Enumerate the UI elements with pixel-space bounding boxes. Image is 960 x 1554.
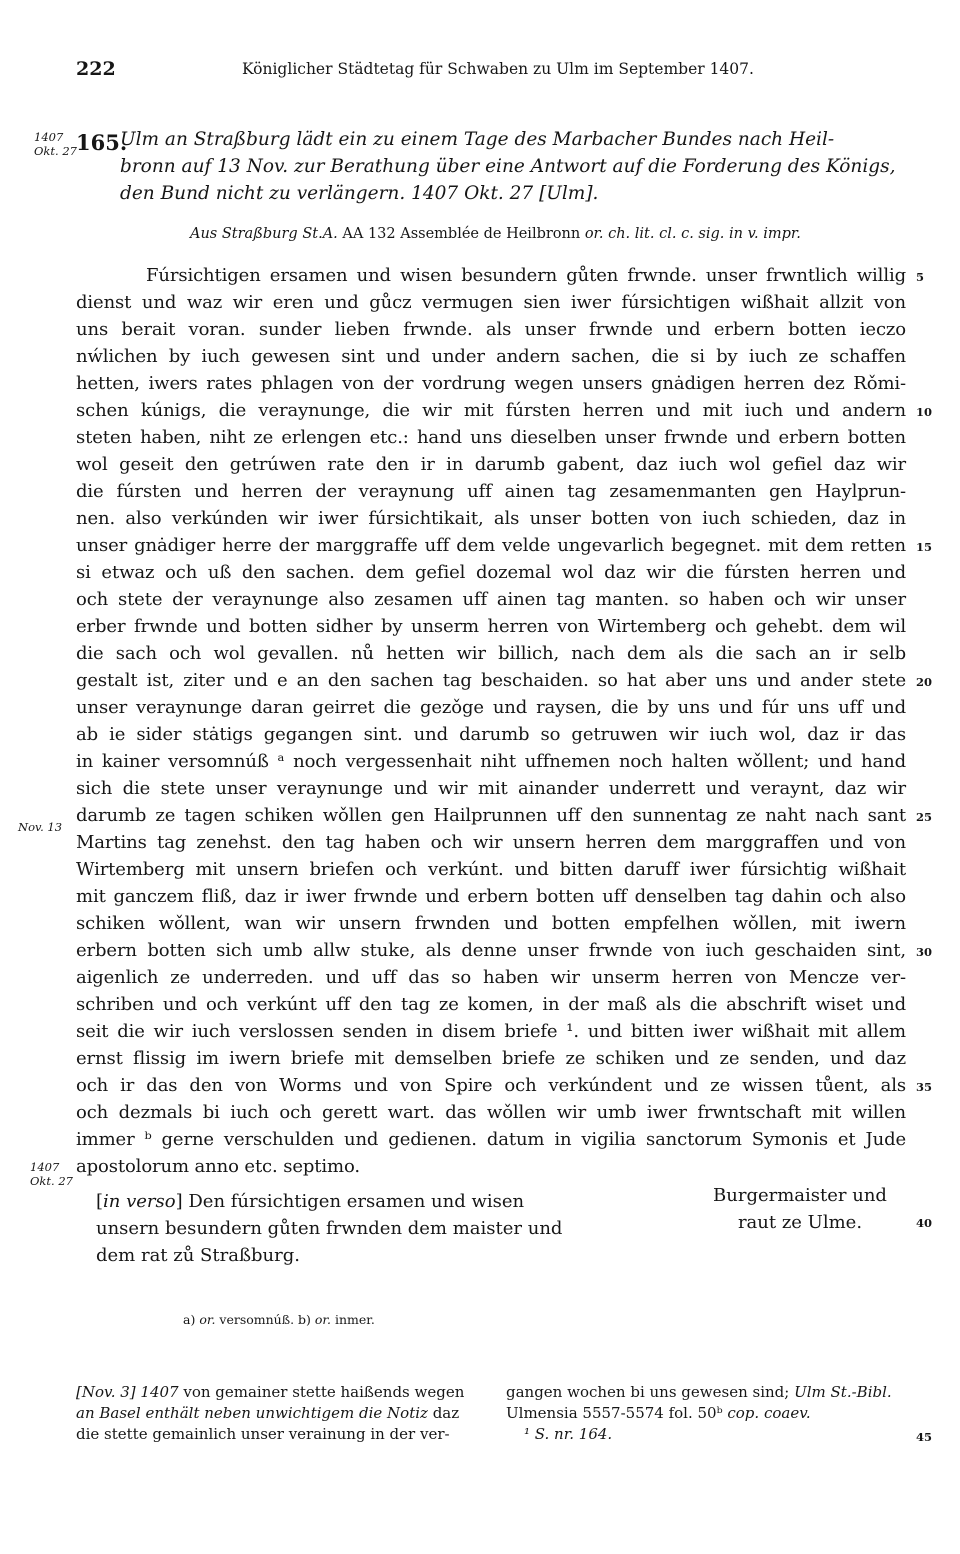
- text-line: nẃlichen by iuch gewesen sint und under andern sachen, die si by iuch ze schaffen: [76, 346, 906, 367]
- note-line: [506, 1382, 910, 1403]
- footnote-b-label: b): [298, 1312, 315, 1327]
- running-title: Königlicher Städtetag für Schwaben zu Ulm im September 1407.: [242, 60, 754, 78]
- footnote-b-abbr: or.: [314, 1312, 331, 1327]
- line-number: 40: [916, 1216, 933, 1230]
- note-italic: Ulm St.-Bibl.: [794, 1383, 892, 1401]
- text-line: ab ie sider stȧtigs gegangen sint. und darumb so getruwen wir iuch wol, daz ir das: [76, 724, 906, 745]
- note-line: die stette gemainlich unser verainung in der ver-: [76, 1425, 450, 1443]
- text-line: unser veraynunge daran geirret die gezǒge und raysen, die by uns und fúr uns uff und: [76, 697, 906, 718]
- footnote-b-text: inmer.: [331, 1312, 375, 1327]
- text-line: sich die stete unser veraynunge und wir mit ainander underrett und veraynt, daz wir: [76, 778, 906, 799]
- text-line: wol geseit den getrúwen rate den ir in darumb gabent, daz iuch wol gefiel daz wir: [76, 454, 906, 475]
- margin-date-bottom: [30, 1160, 73, 1188]
- bottom-note-left: [76, 1382, 480, 1445]
- text-line: schen kúnigs, die veraynunge, die wir mit fúrsten herren und mit iuch und andern: [76, 400, 906, 421]
- note-line: [506, 1424, 910, 1445]
- text-line: in kainer versomnúß ᵃ noch vergessenhait niht uffnemen noch halten wǒllent; und hand: [76, 751, 906, 772]
- text-line: die sach och wol gevallen. nů hetten wir billich, nach dem als die sach an ir selb: [76, 643, 906, 664]
- note-line: [76, 1403, 480, 1424]
- footnote-a-abbr: or.: [199, 1312, 216, 1327]
- margin-date-bottom-year: 1407: [30, 1160, 60, 1174]
- margin-date-top: [34, 130, 77, 158]
- line-number: 20: [916, 675, 933, 689]
- line-number: 45: [916, 1430, 933, 1444]
- line-number: 30: [916, 945, 933, 959]
- summary-line: Ulm an Straßburg lädt ein zu einem Tage des Marbacher Bundes nach Heil-: [120, 129, 835, 150]
- note-text: daz: [427, 1404, 460, 1422]
- margin-date-top-day: Okt. 27: [34, 144, 77, 158]
- source-suffix: or. ch. lit. cl. c. sig. in v. impr.: [584, 226, 801, 242]
- text-line: hetten, iwers rates phlagen von der vordrung wegen unsers gnȧdigen herren dez Rǒmi-: [76, 373, 906, 394]
- letter-body: [76, 262, 906, 1180]
- text-line: seit die wir iuch verslossen senden in disem briefe ¹. und bitten iwer wißhait mit allem: [76, 1021, 906, 1042]
- source-citation: [190, 226, 801, 242]
- text-line: dienst und waz wir eren und gůcz vermugen sien iwer fúrsichtigen wißhait allzit von: [76, 292, 906, 313]
- signature-line: raut ze Ulme.: [737, 1212, 863, 1233]
- text-line: uns berait voran. sunder lieben frwnde. als unser frwnde und erbern botten ieczo: [76, 319, 906, 340]
- verso-tag: in verso: [103, 1191, 176, 1212]
- line-number: 5: [916, 270, 925, 284]
- note-reference: ¹ S. nr. 164.: [524, 1425, 613, 1443]
- document-number: 165.: [76, 130, 128, 155]
- line-number: 10: [916, 405, 933, 419]
- margin-date-nov13: Nov. 13: [18, 820, 63, 834]
- text-line: Wirtemberg mit unsern briefen och verkúnt. und bitten daruff iwer fúrsichtig wißhait: [76, 859, 906, 880]
- source-prefix: Aus Straßburg St.A.: [190, 226, 338, 242]
- text-line: ernst flissig im iwern briefe mit demselben briefe ze schiken und ze senden, und daz: [76, 1048, 906, 1069]
- text-line: nen. also verkúnden wir iwer fúrsichtikait, als unser botten von iuch schieden, daz in: [76, 508, 906, 529]
- summary-line: bronn auf 13 Nov. zur Berathung über eine Antwort auf die Forderung des Königs,: [120, 156, 896, 177]
- verso-address: [96, 1188, 576, 1269]
- signature-line: Burgermaister und: [713, 1185, 887, 1206]
- signature: [700, 1182, 900, 1236]
- line-number: 35: [916, 1080, 933, 1094]
- note-italic: an Basel enthält neben unwichtigem die Notiz: [76, 1404, 428, 1422]
- text-line: mit ganczem fliß, daz ir iwer frwnde und erbern botten uff denselben tag dahin och also: [76, 886, 906, 907]
- verso-line: [in verso] Den fúrsichtigen ersamen und wisen: [96, 1191, 525, 1212]
- text-line: die fúrsten und herren der veraynung uff ainen tag zesamenmanten gen Haylprun-: [76, 481, 906, 502]
- line-number: 25: [916, 810, 933, 824]
- footnotes: [183, 1312, 375, 1327]
- bottom-note-right: [506, 1382, 910, 1445]
- text-line: och dezmals bi iuch och gerett wart. das wǒllen wir umb iwer frwntschaft mit willen: [76, 1102, 906, 1123]
- margin-date-top-year: 1407: [34, 130, 64, 144]
- note-italic: cop. coaev.: [727, 1404, 811, 1422]
- text-line: darumb ze tagen schiken wǒllen gen Hailprunnen uff den sunnentag ze naht nach sant: [76, 805, 906, 826]
- footnote-a-text: versomnúß.: [215, 1312, 299, 1327]
- verso-line: dem rat zů Straßburg.: [96, 1245, 300, 1266]
- note-text: von gemainer stette haißends wegen: [178, 1383, 465, 1401]
- summary-line: den Bund nicht zu verlängern. 1407 Okt. 27 [Ulm].: [120, 183, 599, 204]
- text-line: och ir das den von Worms und von Spire och verkúndent und ze wissen tůent, als: [76, 1075, 906, 1096]
- text-line: aigenlich ze underreden. und uff das so haben wir unserm herren von Mencze ver-: [76, 967, 906, 988]
- line-number: 15: [916, 540, 933, 554]
- text-line: apostolorum anno etc. septimo.: [76, 1156, 360, 1177]
- note-line: [506, 1403, 910, 1424]
- verso-text: Den fúrsichtigen ersamen und wisen: [188, 1191, 525, 1212]
- text-line: schriben und och verkúnt uff den tag ze komen, in der maß als die abschrift wiset und: [76, 994, 906, 1015]
- note-line: [76, 1382, 480, 1403]
- text-line: unser gnȧdiger herre der marggraffe uff dem velde ungevarlich begegnet. mit dem retten: [76, 535, 906, 556]
- margin-date-bottom-day: Okt. 27: [30, 1174, 73, 1188]
- note-text: gangen wochen bi uns gewesen sind;: [506, 1383, 795, 1401]
- text-line: erber frwnde und botten sidher by unserm herren von Wirtemberg och gehebt. dem wil: [76, 616, 906, 637]
- note-italic: [Nov. 3] 1407: [76, 1383, 179, 1401]
- document-summary: [120, 126, 910, 207]
- text-line: Martins tag zenehst. den tag haben och wir unsern herren dem marggraffen und von: [76, 832, 906, 853]
- text-line: och stete der veraynunge also zesamen uff ainen tag manten. so haben och wir unser: [76, 589, 906, 610]
- text-line: steten haben, niht ze erlengen etc.: hand uns dieselben unser frwnde und erbern botten: [76, 427, 906, 448]
- verso-line: unsern besundern gůten frwnden dem maister und: [96, 1218, 563, 1239]
- note-text: Ulmensia 5557-5574 fol. 50ᵇ: [506, 1404, 728, 1422]
- source-middle: AA 132 Assemblée de Heilbronn: [337, 226, 585, 242]
- text-line: gestalt ist, ziter und e an den sachen tag beschaiden. so hat aber uns und ander stete: [76, 670, 906, 691]
- text-line: schiken wǒllent, wan wir unsern frwnden und botten empfelhen wǒllen, mit iwern: [76, 913, 906, 934]
- footnote-a-label: a): [183, 1312, 200, 1327]
- page-number: 222: [76, 58, 116, 80]
- text-line: Fúrsichtigen ersamen und wisen besundern gůten frwnde. unser frwntlich willig: [146, 265, 906, 286]
- text-line: si etwaz och uß den sachen. dem gefiel dozemal wol daz wir die fúrsten herren und: [76, 562, 906, 583]
- text-line: immer ᵇ gerne verschulden und gedienen. datum in vigilia sanctorum Symonis et Jude: [76, 1129, 906, 1150]
- text-line: erbern botten sich umb allw stuke, als denne unser frwnde von iuch geschaiden sint,: [76, 940, 906, 961]
